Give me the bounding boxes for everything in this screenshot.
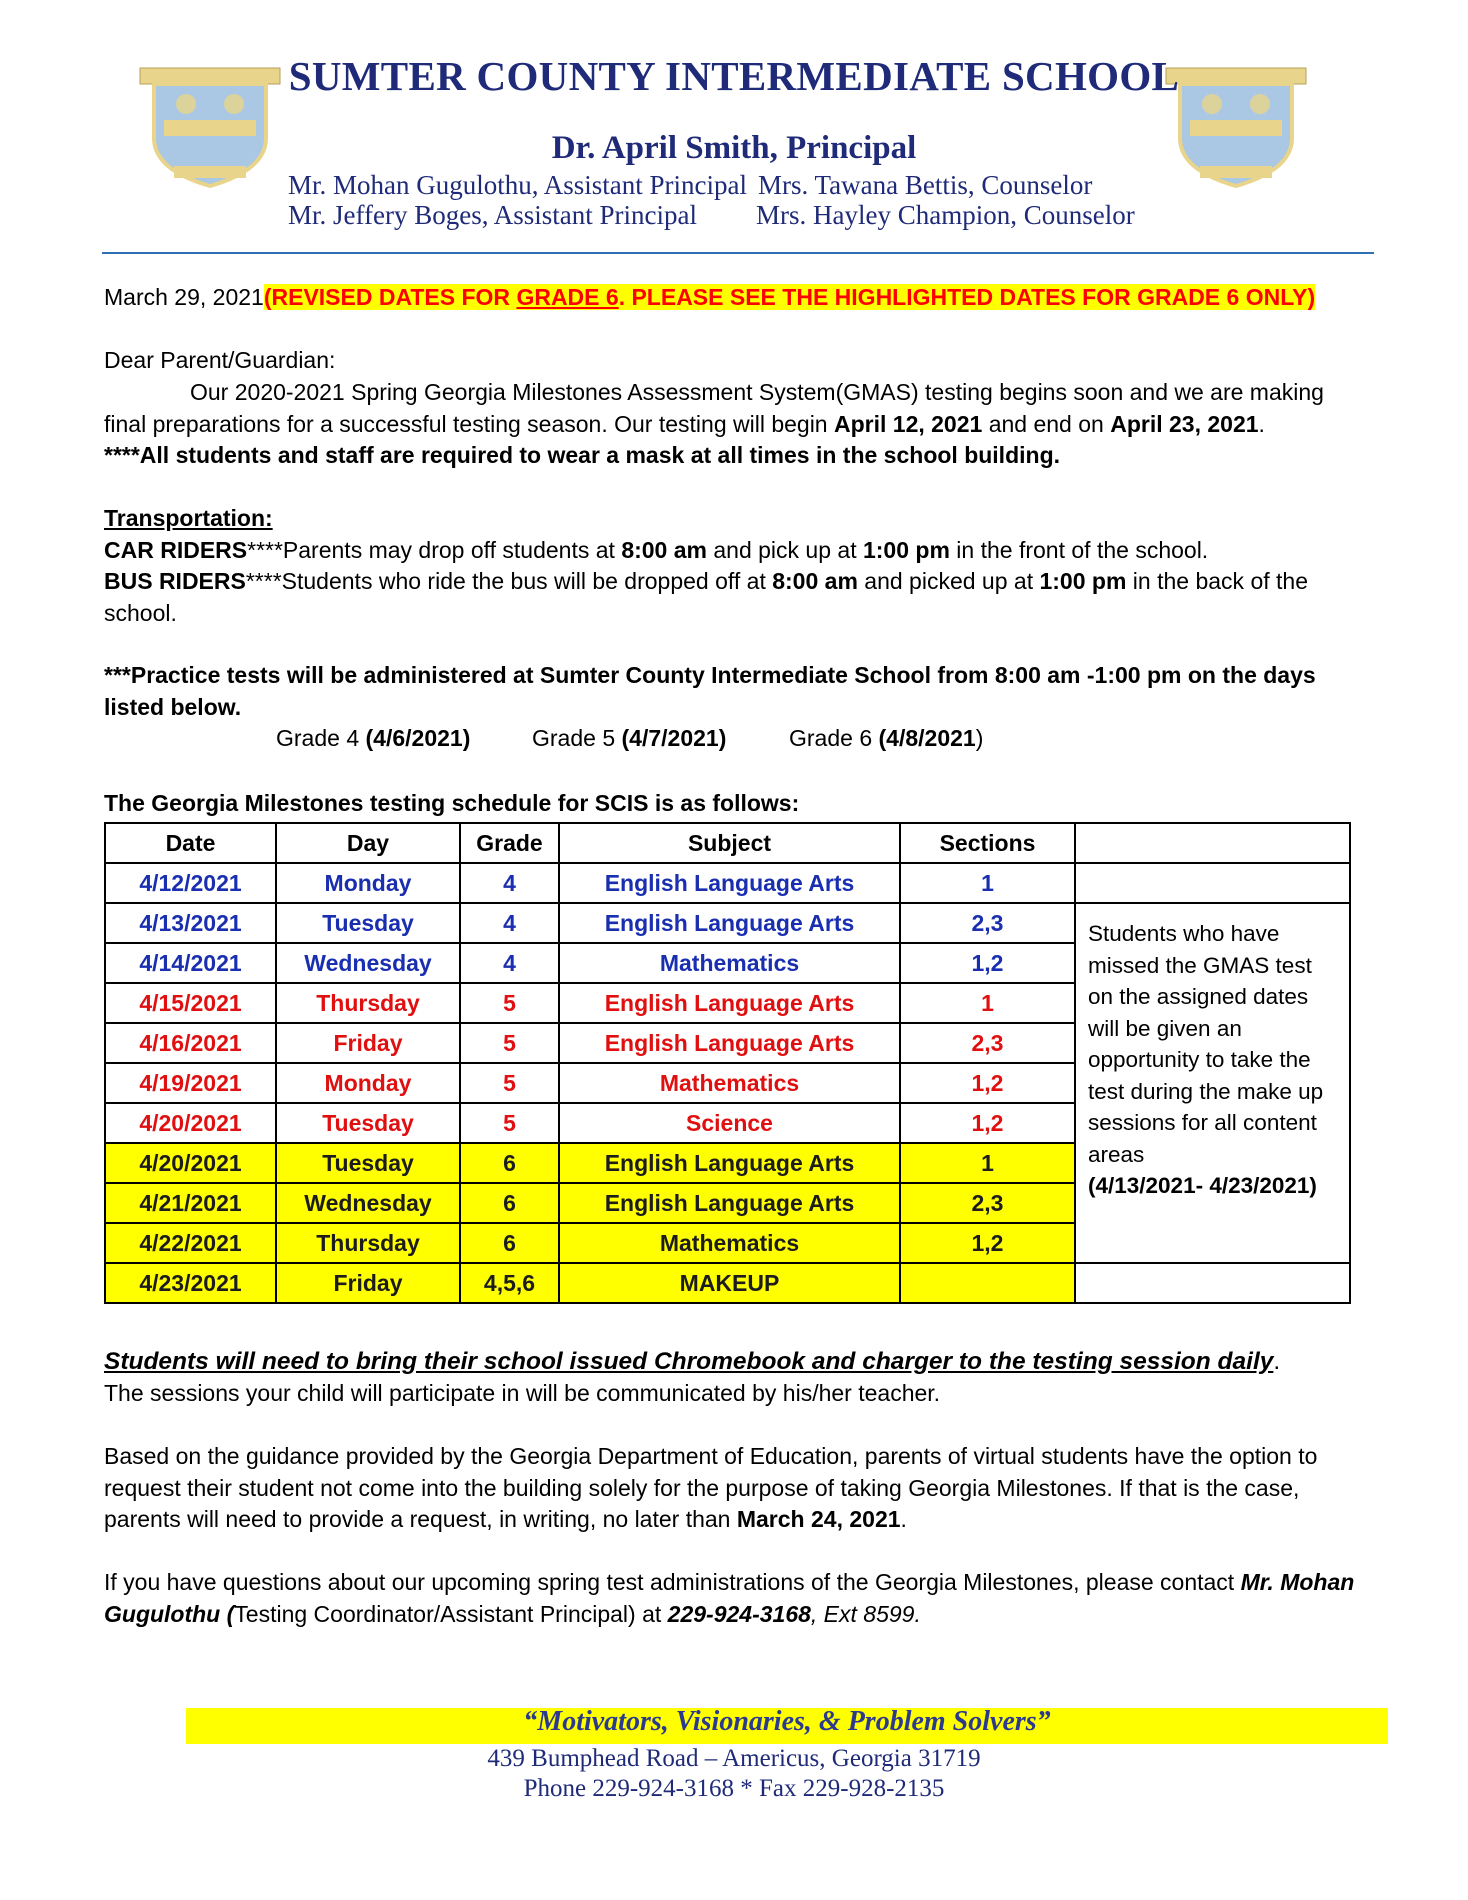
cell-subject: MAKEUP <box>559 1263 900 1303</box>
cell-date: 4/20/2021 <box>105 1103 276 1143</box>
contact-paragraph: If you have questions about our upcoming spring test administrations of the Georgia Milestones, please contact Mr. Mohan Gugulothu (Testing Coordinator/Assistant Principal) at 229-924-3168, Ext 8599. <box>104 1569 1355 1627</box>
column-header-day: Day <box>276 823 460 863</box>
staff-assistant-principal-2: Mr. Jeffery Boges, Assistant Principal <box>288 200 697 230</box>
cell-day: Tuesday <box>276 1143 460 1183</box>
schedule-heading: The Georgia Milestones testing schedule for SCIS is as follows: <box>104 790 800 816</box>
cell-day: Monday <box>276 863 460 903</box>
cell-subject: English Language Arts <box>559 903 900 943</box>
mask-note: ****All students and staff are required to wear a mask at all times in the school building. <box>104 442 1061 468</box>
staff-counselor-1: Mrs. Tawana Bettis, Counselor <box>758 170 1093 200</box>
cell-sections: 1 <box>900 863 1075 903</box>
cell-grade: 5 <box>460 1103 559 1143</box>
principal-name: Dr. April Smith, Principal <box>551 130 917 166</box>
practice-date-grade6: Grade 6 (4/8/2021) <box>789 725 984 751</box>
cell-sections: 2,3 <box>900 1183 1075 1223</box>
cell-grade: 6 <box>460 1143 559 1183</box>
cell-subject: Science <box>559 1103 900 1143</box>
cell-subject: English Language Arts <box>559 1183 900 1223</box>
practice-test-note: ***Practice tests will be administered at Sumter County Intermediate School from 8:00 am -1:00 pm on the days listed below. <box>104 662 1316 720</box>
cell-day: Tuesday <box>276 903 460 943</box>
cell-subject: Mathematics <box>559 943 900 983</box>
cell-sections: 2,3 <box>900 903 1075 943</box>
cell-date: 4/21/2021 <box>105 1183 276 1223</box>
cell-day: Wednesday <box>276 1183 460 1223</box>
school-name: SUMTER COUNTY INTERMEDIATE SCHOOL <box>288 53 1180 99</box>
school-motto: “Motivators, Visionaries, & Problem Solvers” <box>523 1706 1051 1737</box>
table-header-row <box>105 823 1350 863</box>
intro-paragraph: Our 2020-2021 Spring Georgia Milestones Assessment System(GMAS) testing begins soon and we are making final preparations for a successful testing season. Our testing will begin April 12, 2021 and end on April 23, 2021. <box>104 379 1324 437</box>
cell-sections: 1,2 <box>900 1223 1075 1263</box>
school-phone-fax: Phone 229-924-3168 * Fax 229-928-2135 <box>523 1775 945 1802</box>
cell-date: 4/14/2021 <box>105 943 276 983</box>
cell-subject: Mathematics <box>559 1223 900 1263</box>
table-row <box>105 903 1350 943</box>
cell-grade: 6 <box>460 1223 559 1263</box>
column-header-subject: Subject <box>559 823 900 863</box>
cell-subject: English Language Arts <box>559 863 900 903</box>
cell-grade: 5 <box>460 1023 559 1063</box>
staff-counselor-2: Mrs. Hayley Champion, Counselor <box>756 200 1135 230</box>
cell-day: Friday <box>276 1263 460 1303</box>
column-header-blank <box>1075 823 1350 863</box>
cell-day: Monday <box>276 1063 460 1103</box>
cell-grade: 4,5,6 <box>460 1263 559 1303</box>
virtual-students-paragraph: Based on the guidance provided by the Georgia Department of Education, parents of virtual students have the option to request their student not come into the building solely for the purpose of taking Georgia Milestones. If that is the case, parents will need to provide a request, in writing, no later than March 24, 2021. <box>104 1443 1318 1532</box>
header-divider <box>102 252 1374 254</box>
cell-sections: 1 <box>900 1143 1075 1183</box>
cell-day: Thursday <box>276 1223 460 1263</box>
cell-sections: 1,2 <box>900 1103 1075 1143</box>
cell-date: 4/22/2021 <box>105 1223 276 1263</box>
school-address: 439 Bumphead Road – Americus, Georgia 31719 <box>487 1745 981 1772</box>
practice-date-grade4: Grade 4 (4/6/2021) <box>276 725 471 751</box>
testing-schedule-table <box>104 822 1351 1304</box>
cell-day: Friday <box>276 1023 460 1063</box>
cell-date: 4/12/2021 <box>105 863 276 903</box>
cell-sections <box>900 1263 1075 1303</box>
chromebook-note: Students will need to bring their school issued Chromebook and charger to the testing session daily. <box>104 1348 1281 1375</box>
cell-grade: 6 <box>460 1183 559 1223</box>
cell-date: 4/20/2021 <box>105 1143 276 1183</box>
table-row <box>105 863 1350 903</box>
cell-blank <box>1075 1263 1350 1303</box>
cell-date: 4/13/2021 <box>105 903 276 943</box>
cell-subject: English Language Arts <box>559 1143 900 1183</box>
cell-date: 4/23/2021 <box>105 1263 276 1303</box>
cell-date: 4/19/2021 <box>105 1063 276 1103</box>
cell-day: Thursday <box>276 983 460 1023</box>
cell-subject: Mathematics <box>559 1063 900 1103</box>
column-header-sections: Sections <box>900 823 1075 863</box>
sessions-note: The sessions your child will participate in will be communicated by his/her teacher. <box>104 1380 941 1406</box>
cell-grade: 4 <box>460 863 559 903</box>
cell-date: 4/16/2021 <box>105 1023 276 1063</box>
cell-day: Wednesday <box>276 943 460 983</box>
cell-date: 4/15/2021 <box>105 983 276 1023</box>
cell-grade: 4 <box>460 943 559 983</box>
car-riders-line: CAR RIDERS****Parents may drop off students at 8:00 am and pick up at 1:00 pm in the front of the school. <box>104 537 1209 563</box>
cell-subject: English Language Arts <box>559 1023 900 1063</box>
staff-assistant-principal-1: Mr. Mohan Gugulothu, Assistant Principal <box>288 170 747 200</box>
makeup-range: (4/13/2021- 4/23/2021) <box>1088 1173 1317 1198</box>
cell-sections: 1,2 <box>900 943 1075 983</box>
cell-day: Tuesday <box>276 1103 460 1143</box>
bus-riders-line: BUS RIDERS****Students who ride the bus will be dropped off at 8:00 am and picked up at 1:00 pm in the back of the school. <box>104 568 1308 626</box>
cell-sections: 1 <box>900 983 1075 1023</box>
table-row <box>105 1263 1350 1303</box>
practice-date-grade5: Grade 5 (4/7/2021) <box>532 725 727 751</box>
makeup-note-cell <box>1075 903 1350 1263</box>
date-line: March 29, 2021(REVISED DATES FOR GRADE 6. PLEASE SEE THE HIGHLIGHTED DATES FOR GRADE 6 ONLY) <box>104 284 1316 310</box>
letter-date: March 29, 2021 <box>104 284 264 310</box>
cell-grade: 5 <box>460 1063 559 1103</box>
column-header-date: Date <box>105 823 276 863</box>
cell-grade: 5 <box>460 983 559 1023</box>
cell-subject: English Language Arts <box>559 983 900 1023</box>
cell-grade: 4 <box>460 903 559 943</box>
cell-blank <box>1075 863 1350 903</box>
makeup-note: Students who have missed the GMAS test on the assigned dates will be given an opportunity to take the test during the make up sessions for all content areas <box>1088 921 1324 1167</box>
transportation-heading: Transportation: <box>104 505 273 531</box>
salutation: Dear Parent/Guardian: <box>104 347 336 373</box>
cell-sections: 2,3 <box>900 1023 1075 1063</box>
cell-sections: 1,2 <box>900 1063 1075 1103</box>
column-header-grade: Grade <box>460 823 559 863</box>
